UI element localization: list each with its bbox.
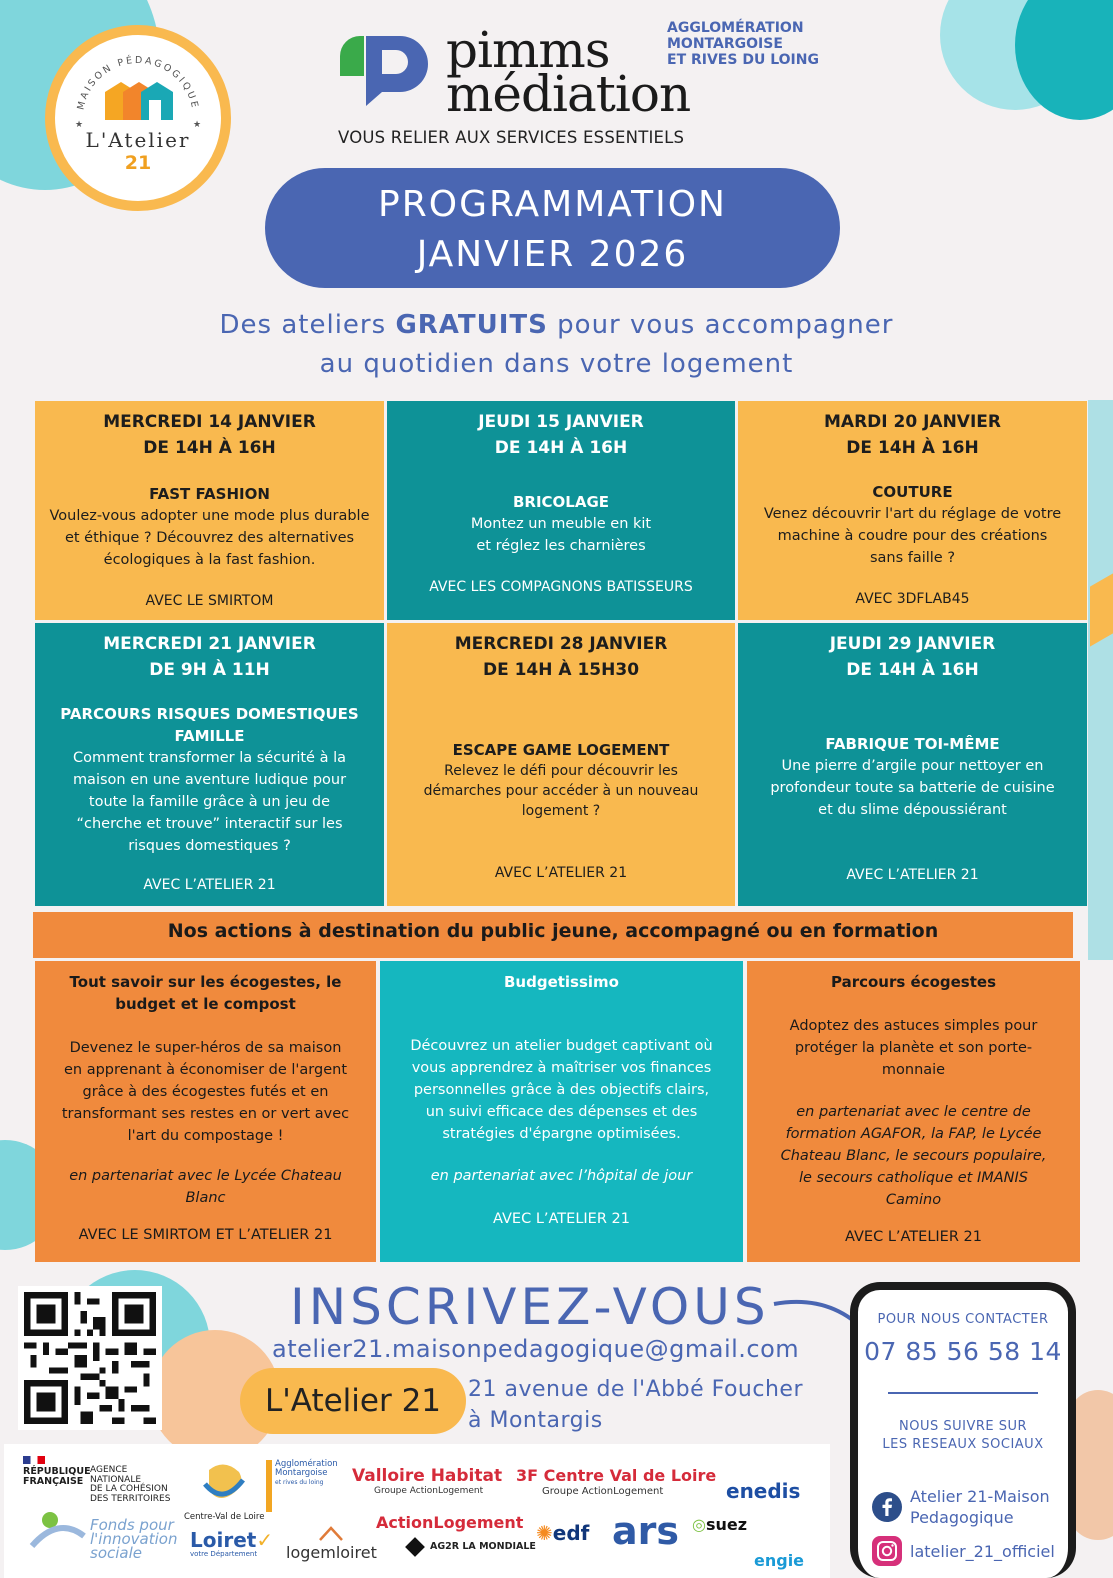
- programme-title: PROGRAMMATION JANVIER 2026: [265, 168, 840, 288]
- workshop-title: PARCOURS RISQUES DOMESTIQUES FAMILLE: [60, 705, 359, 745]
- workshop-card: [738, 401, 1087, 620]
- youth-action-title: Tout savoir sur les écogestes, le budget et le compost: [69, 973, 342, 1013]
- youth-action-partner: AVEC L’ATELIER 21: [845, 1229, 982, 1245]
- workshop-partner: AVEC 3DFLAB45: [855, 591, 970, 607]
- workshop-time: DE 14H À 16H: [846, 438, 979, 458]
- workshop-partner: AVEC L’ATELIER 21: [494, 865, 628, 881]
- workshop-title: FAST FASHION: [149, 485, 270, 503]
- workshop-description: Une pierre d’argile pour nettoyer en profondeur toute sa batterie de cuisine et du slime dépoussiérant: [770, 758, 1055, 818]
- youth-action-partner: AVEC LE SMIRTOM ET L’ATELIER 21: [78, 1227, 333, 1243]
- svg-text:MAISON PÉDAGOGIQUE: MAISON PÉDAGOGIQUE: [75, 54, 201, 111]
- workshop-partner: AVEC LES COMPAGNONS BATISSEURS: [429, 579, 693, 595]
- workshop-description: Voulez-vous adopter une mode plus durable et éthique ? Découvrez des alternatives écologiques à la fast fashion.: [49, 508, 370, 568]
- facebook-icon: [872, 1492, 902, 1522]
- facebook-link[interactable]: Atelier 21-Maison Pedagogique: [872, 1486, 1050, 1528]
- svg-text:★: ★: [75, 120, 84, 130]
- workshop-title: COUTURE: [872, 483, 953, 501]
- workshop-time: DE 14H À 15H30: [482, 660, 640, 680]
- subtitle: Des ateliers GRATUITS pour vous accompagner au quotidien dans votre logement: [219, 310, 894, 379]
- signup-heading: INSCRIVEZ-VOUS: [290, 1278, 770, 1336]
- fonds-innovation-sociale-text: Fonds pour l'innovation sociale: [90, 1516, 178, 1562]
- workshop-description: Montez un meuble en kit et réglez les charnières: [470, 516, 652, 554]
- agglomeration-montargoise-logo: Agglomération Montargoise et rives du loing: [266, 1460, 338, 1487]
- instagram-icon: [872, 1536, 902, 1566]
- republique-francaise-logo: RÉPUBLIQUE FRANÇAISE: [23, 1456, 91, 1487]
- workshop-date: MERCREDI 28 JANVIER: [454, 634, 668, 654]
- workshop-description: Venez découvrir l'art du réglage de votre machine à coudre pour des créations sans faille ?: [763, 506, 1062, 566]
- workshop-partner: AVEC L’ATELIER 21: [143, 877, 276, 893]
- workshop-date: MARDI 20 JANVIER: [824, 412, 1001, 432]
- workshop-card: [35, 401, 384, 620]
- contact-phone-card: [850, 1282, 1076, 1578]
- house-icon: [103, 78, 173, 122]
- anct-logo: AGENCE NATIONALE DE LA COHÉSION DES TERRITOIRES: [90, 1465, 171, 1504]
- workshop-date: MERCREDI 21 JANVIER: [103, 634, 316, 654]
- svg-text:★: ★: [193, 120, 202, 130]
- fonds-innovation-sociale-logo: [28, 1506, 88, 1553]
- workshop-time: DE 14H À 16H: [494, 438, 628, 458]
- enedis-logo: enedis: [726, 1479, 801, 1503]
- youth-action-title: Parcours écogestes: [830, 973, 996, 991]
- badge-name: L'Atelier: [85, 128, 191, 152]
- decor-side-stripe: [1088, 400, 1113, 960]
- workshop-time: DE 14H À 16H: [143, 438, 276, 458]
- youth-action-card: [35, 961, 376, 1262]
- youth-action-description: Découvrez un atelier budget captivant où vous apprendrez à maîtriser vos finances personnelles grâce à des objectifs clairs, un suivi efficace des dépenses et des stratégies d'épargne optimisées.: [410, 1038, 713, 1142]
- ars-logo: ars: [612, 1509, 680, 1553]
- phone-number[interactable]: 07 85 56 58 14: [864, 1337, 1062, 1366]
- instagram-link[interactable]: latelier_21_officiel: [872, 1536, 1055, 1566]
- workshop-title: ESCAPE GAME LOGEMENT: [452, 741, 670, 759]
- youth-action-partnership: en partenariat avec le Lycée Chateau Blanc: [69, 1168, 342, 1206]
- workshop-card: [387, 401, 735, 620]
- social-label: NOUS SUIVRE SUR LES RESEAUX SOCIAUX: [882, 1419, 1044, 1452]
- workshop-time: DE 14H À 16H: [846, 660, 979, 680]
- ag2r-logo: AG2R LA MONDIALE: [408, 1538, 536, 1556]
- youth-action-card: [380, 961, 743, 1262]
- workshop-description: Comment transformer la sécurité à la maison en une aventure ludique pour toute la famille grâce à un jeu de “cherche et trouve” interactif sur les risques domestiques ?: [72, 750, 347, 854]
- workshop-partner: AVEC LE SMIRTOM: [145, 593, 274, 609]
- centre-val-de-loire-logo: Centre-Val de Loire: [184, 1462, 264, 1523]
- youth-action-card: [747, 961, 1080, 1262]
- 3f-logo: 3F Centre Val de Loire Groupe ActionLogement: [516, 1466, 717, 1497]
- workshop-partner: AVEC L’ATELIER 21: [846, 867, 979, 883]
- youth-action-description: Devenez le super-héros de sa maison en apprenant à économiser de l'argent grâce à des écogestes futés et en transformant ses restes en or vert avec l'art du compostage !: [61, 1040, 350, 1144]
- divider: [888, 1392, 1038, 1394]
- partners-strip: [4, 1444, 830, 1578]
- workshop-date: JEUDI 29 JANVIER: [829, 634, 996, 654]
- badge-number: 21: [124, 152, 152, 174]
- contact-label: POUR NOUS CONTACTER: [877, 1312, 1049, 1327]
- qr-code[interactable]: [18, 1286, 162, 1430]
- workshop-card: [738, 623, 1087, 906]
- engie-logo: engie: [754, 1551, 805, 1570]
- email-link[interactable]: atelier21.maisonpedagogique@gmail.com: [272, 1335, 800, 1363]
- youth-action-partnership: en partenariat avec l’hôpital de jour: [430, 1168, 693, 1184]
- logemloiret-logo: logemloiret: [286, 1524, 377, 1561]
- youth-action-partner: AVEC L’ATELIER 21: [493, 1211, 630, 1227]
- atelier-place-badge: L'Atelier 21: [240, 1368, 466, 1434]
- suez-logo: ◎suez: [692, 1515, 748, 1534]
- loiret-logo: Loiret✓ votre Département: [190, 1528, 274, 1558]
- pimms-brand-name: pimms médiation: [446, 21, 691, 123]
- atelier21-logo-badge: [45, 25, 231, 211]
- address: 21 avenue de l'Abbé Foucher à Montargis: [468, 1377, 803, 1433]
- workshop-time: DE 9H À 11H: [149, 660, 270, 680]
- workshop-date: JEUDI 15 JANVIER: [478, 412, 644, 432]
- workshop-card: [387, 623, 735, 906]
- workshop-date: MERCREDI 14 JANVIER: [103, 412, 316, 432]
- youth-section-banner: Nos actions à destination du public jeune, accompagné ou en formation: [33, 912, 1073, 958]
- workshop-title: BRICOLAGE: [512, 493, 610, 511]
- edf-logo: ✺edf: [536, 1521, 590, 1545]
- agglomeration-label: AGGLOMÉRATION MONTARGOISE ET RIVES DU LOING: [667, 20, 819, 68]
- youth-action-partnership: en partenariat avec le centre de formation AGAFOR, la FAP, le Lycée Chateau Blanc, le secours populaire, le secours catholique et IMANIS Camino: [780, 1104, 1047, 1208]
- action-logement-logo: ActionLogement: [376, 1513, 524, 1532]
- workshop-description: Relevez le défi pour découvrir les démarches pour accéder à un nouveau logement ?: [423, 763, 699, 819]
- workshop-title: FABRIQUE TOI-MÊME: [825, 735, 1000, 753]
- tagline: VOUS RELIER AUX SERVICES ESSENTIELS: [338, 128, 685, 147]
- youth-action-description: Adoptez des astuces simples pour protéger la planète et son porte- monnaie: [789, 1018, 1038, 1078]
- valloire-habitat-logo: Valloire Habitat Groupe ActionLogement: [352, 1466, 503, 1496]
- workshop-card: [35, 623, 384, 906]
- pimms-logo-icon: [338, 30, 430, 106]
- youth-action-title: Budgetissimo: [503, 973, 619, 991]
